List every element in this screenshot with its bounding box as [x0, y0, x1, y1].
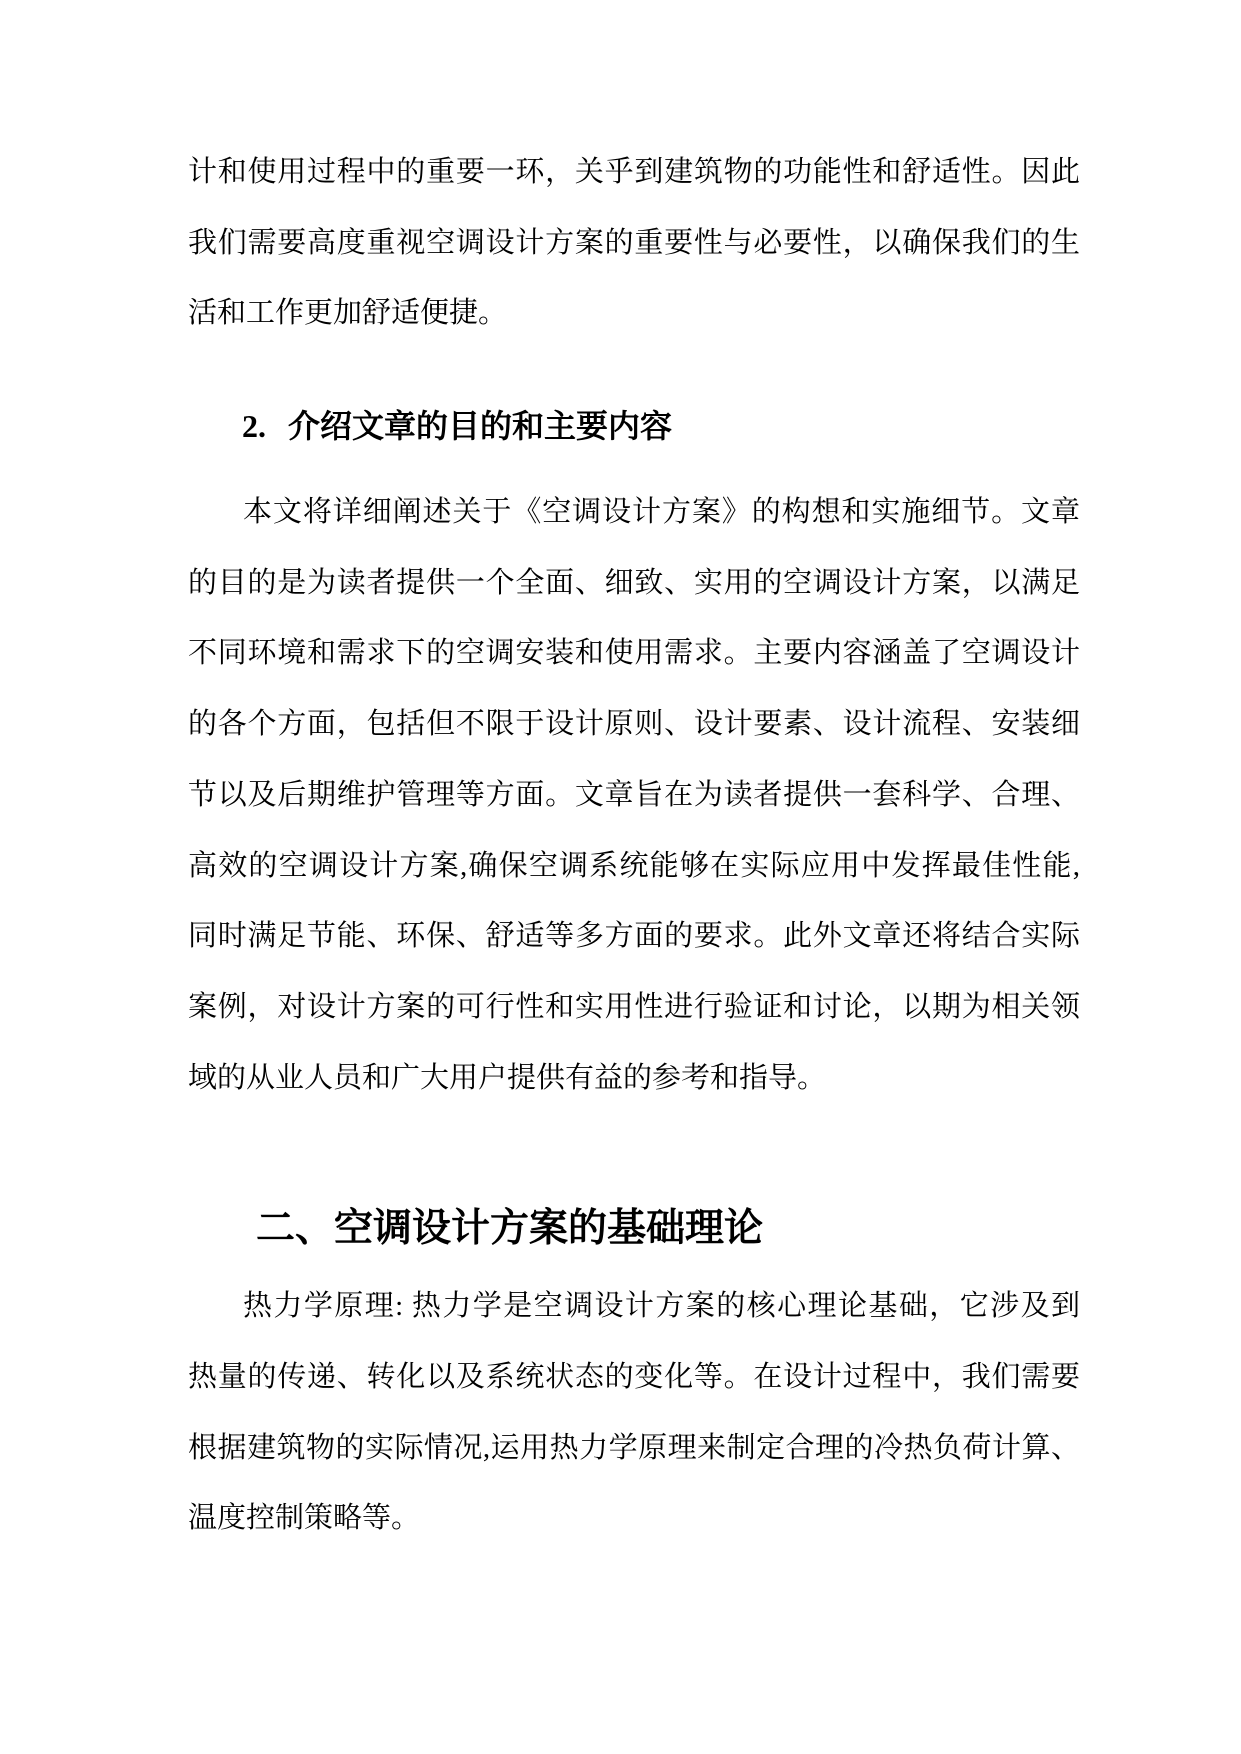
heading-number: 2. — [242, 408, 266, 445]
document-content — [188, 0, 1080, 1554]
heading-article-purpose-and-content — [188, 404, 1080, 448]
text-line: 案例，对设计方案的可行性和实用性进行验证和讨论，以期为相关领 — [188, 990, 1080, 1023]
text-line: 活和工作更加舒适便捷。 — [188, 297, 508, 330]
text-line: 热力学原理: 热力学是空调设计方案的核心理论基础，它涉及到 — [243, 1290, 1080, 1323]
text-line: 温度控制策略等。 — [188, 1502, 421, 1535]
text-line: 根据建筑物的实际情况,运用热力学原理来制定合理的冷热负荷计算、 — [188, 1431, 1080, 1464]
text-line: 的目的是为读者提供一个全面、细致、实用的空调设计方案，以满足 — [188, 566, 1080, 599]
heading-basic-theory — [188, 1202, 1080, 1256]
text-line: 计和使用过程中的重要一环，关乎到建筑物的功能性和舒适性。因此 — [188, 156, 1080, 188]
paragraph-thermodynamics-principle — [188, 1271, 1080, 1554]
text-line: 高效的空调设计方案,确保空调系统能够在实际应用中发挥最佳性能, — [188, 849, 1080, 882]
paragraph-ac-design-importance — [188, 137, 1080, 349]
text-line: 我们需要高度重视空调设计方案的重要性与必要性，以确保我们的生 — [188, 226, 1080, 259]
heading-text: 二、空调设计方案的基础理论 — [256, 1207, 764, 1251]
paragraph-article-purpose-and-content — [188, 477, 1080, 1113]
text-line: 同时满足节能、环保、舒适等多方面的要求。此外文章还将结合实际 — [188, 920, 1080, 953]
text-line: 不同环境和需求下的空调安装和使用需求。主要内容涵盖了空调设计 — [188, 637, 1080, 670]
text-line: 热量的传递、转化以及系统状态的变化等。在设计过程中，我们需要 — [188, 1360, 1080, 1393]
text-line: 本文将详细阐述关于《空调设计方案》的构想和实施细节。文章 — [243, 496, 1080, 529]
text-line: 域的从业人员和广大用户提供有益的参考和指导。 — [188, 1061, 827, 1094]
text-line: 节以及后期维护管理等方面。文章旨在为读者提供一套科学、合理、 — [188, 778, 1080, 811]
text-line: 的各个方面，包括但不限于设计原则、设计要素、设计流程、安装细 — [188, 708, 1080, 741]
heading-text: 介绍文章的目的和主要内容 — [288, 408, 673, 445]
